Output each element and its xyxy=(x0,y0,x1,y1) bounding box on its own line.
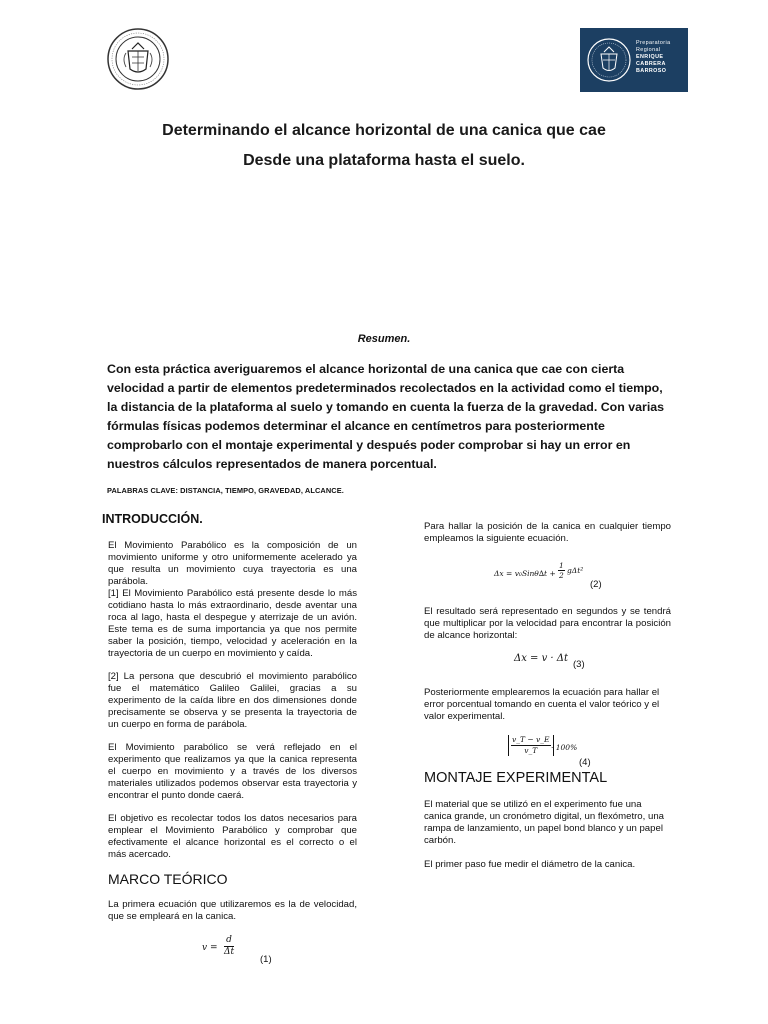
paragraph: [2] La persona que descubrió el movimiento parabólico fue el matemático Galileo Galilei, gracias a su experimento de la caída libre en dos dimensiones donde precisamente se observa y se presenta la trayectoria de un cuerpo en forma de parábola. xyxy=(108,671,357,730)
logo-line: Preparatoria xyxy=(636,40,671,46)
paragraph: La primera ecuación que utilizaremos es la de velocidad, que se empleará en la canica. xyxy=(108,899,357,922)
equation-numerator: v_T − v_E xyxy=(512,735,550,744)
paragraph: El objetivo es recolectar todos los datos necesarios para emplear el Movimiento Parabólico y comprobar que efectivamente el alcance horizontal es el correcto o el más acercado. xyxy=(108,813,357,860)
logo-line: BARROSO xyxy=(636,68,667,74)
paragraph: El resultado será representado en segundos y se tendrá que multiplicar por la velocidad para encontrar la posición de alcance horizontal: xyxy=(424,606,671,641)
equation-1 xyxy=(108,935,357,969)
equation-body: Δx = v · Δt xyxy=(514,653,569,664)
keywords: PALABRAS CLAVE: DISTANCIA, TIEMPO, GRAVEDAD, ALCANCE. xyxy=(107,486,344,495)
paragraph: Posteriormente emplearemos la ecuación para hallar el error porcentual tomando en cuenta el valor teórico y el valor experimental. xyxy=(424,687,660,722)
logo-line: CABRERA xyxy=(636,61,666,67)
paragraph: [1] El Movimiento Parabólico está presente desde lo más cotidiano hasta lo más extraordinario, desde aventar una roca al lago, hasta el despegue y aterrizaje de un avión. Este tema es de suma importancia ya que nos permite saber la posición, tiempo, velocidad y aceleración en la trayectoria de un cuerpo en movimiento y caída. xyxy=(108,588,357,659)
logo-line: ENRIQUE xyxy=(636,54,664,60)
equation-4 xyxy=(424,723,671,767)
abstract-heading: Resumen. xyxy=(357,333,411,345)
equation-lhs: v = xyxy=(202,943,218,953)
equation-denominator: v_T xyxy=(524,746,538,755)
left-column xyxy=(102,512,357,969)
equation-2 xyxy=(424,545,671,593)
equation-number: (3) xyxy=(573,659,585,670)
equation-numerator: d xyxy=(224,935,234,947)
equation-number: (2) xyxy=(590,579,602,590)
equation-number: (4) xyxy=(579,757,591,768)
equation-number: (1) xyxy=(260,954,272,965)
equation-lhs: Δx = v₀Sinθ∆t + xyxy=(494,569,556,578)
equation-3 xyxy=(424,642,671,678)
equation-rhs: gΔt² xyxy=(567,566,584,575)
absolute-value xyxy=(508,735,554,756)
equation-numerator: 1 xyxy=(559,561,564,570)
equation-rhs: · 100% xyxy=(551,743,578,752)
logo-line: Regional xyxy=(636,47,661,53)
equation-denominator: Δt xyxy=(224,947,235,957)
paragraph: El Movimiento parabólico se verá reflejado en el experimento que realizamos ya que la canica representa el cuerpo en movimiento y a través de los diversos materiales utilizados podemos observar esta trayectoria y encontrar el punto donde caerá. xyxy=(108,742,357,801)
equation-fraction xyxy=(224,935,234,958)
section-heading-introduction: INTRODUCCIÓN. xyxy=(102,512,203,526)
paper-title-line2: Desde una plataforma hasta el suelo. xyxy=(243,152,525,169)
paper-title: Determinando el alcance horizontal de una canica que cae xyxy=(162,122,606,139)
paragraph: Para hallar la posición de la canica en cualquier tiempo empleamos la siguiente ecuación. xyxy=(424,521,671,544)
section-heading-marco-teorico: MARCO TEÓRICO xyxy=(108,871,228,887)
school-logo xyxy=(580,28,688,92)
section-heading-montaje: MONTAJE EXPERIMENTAL xyxy=(424,770,608,786)
equation-fraction xyxy=(558,561,565,580)
paragraph: El Movimiento Parabólico es la composición de un movimiento uniforme y otro uniformemente acelerado ya que resulta un movimiento cuya trayectoria es una parábola. xyxy=(108,540,357,587)
university-crest-icon xyxy=(586,36,632,84)
right-column xyxy=(424,521,671,871)
paragraph: El material que se utilizó en el experimento fue una canica grande, un cronómetro digital, un flexómetro, una rampa de lanzamiento, un papel bond blanco y un papel carbón. xyxy=(424,799,664,846)
abstract-text: Con esta práctica averiguaremos el alcance horizontal de una canica que cae con cierta velocidad a partir de elementos predeterminados recolectados en la actividad como el tiempo, la distancia de la plataforma al suelo y tomando en cuenta la fuerza de la gravedad. Con varias fórmulas físicas podemos determinar el alcance en centímetros para posteriormente comprobarlo con el montaje experimental y después poder comprobar si hay un error en nuestros cálculos representados de manera porcentual. xyxy=(107,362,665,471)
equation-fraction xyxy=(511,735,551,756)
equation-denominator: 2 xyxy=(559,571,564,580)
paragraph: El primer paso fue medir el diámetro de la canica. xyxy=(424,859,636,870)
university-seal-icon xyxy=(106,27,170,91)
